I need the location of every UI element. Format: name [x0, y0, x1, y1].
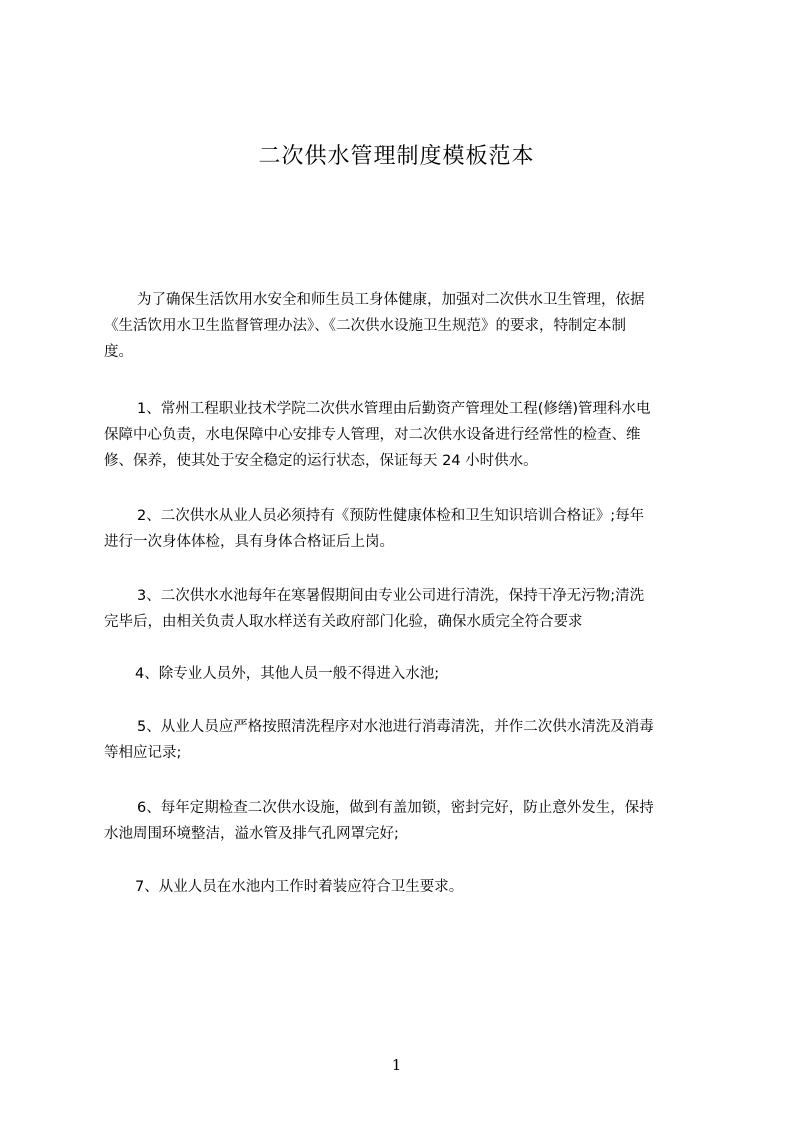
clause-5 [104, 714, 716, 766]
paragraph-line: 1、常州工程职业技术学院二次供水管理由后勤资产管理处工程(修缮)管理科水电 [137, 401, 651, 417]
paragraph-line: 保障中心负责，水电保障中心安排专人管理，对二次供水设备进行经常性的检查、维 [104, 427, 641, 443]
clause-4 [104, 661, 716, 687]
clause-7 [104, 874, 716, 900]
paragraph-line: 3、二次供水水池每年在寒暑假期间由专业公司进行清洗，保持干净无污物;清洗 [137, 588, 645, 604]
document-title: 二次供水管理制度模板范本 [258, 144, 535, 169]
paragraph-line: 进行一次身体体检，具有身体合格证后上岗。 [104, 534, 394, 550]
clause-2 [104, 503, 716, 555]
paragraph-line: 修、保养，使其处于安全稳定的运行状态，保证每天 24 小时供水。 [104, 453, 538, 469]
paragraph-line: 2、二次供水从业人员必须持有《预防性健康体检和卫生知识培训合格证》;每年 [137, 508, 645, 524]
paragraph-line: 等相应记录; [104, 745, 182, 761]
paragraph-line: 5、从业人员应严格按照清洗程序对水池进行消毒清洗，并作二次供水清洗及消毒 [137, 719, 654, 735]
clause-3 [104, 583, 716, 635]
intro-paragraph [104, 287, 716, 365]
paragraph-line: 7、从业人员在水池内工作时着装应符合卫生要求。 [135, 879, 464, 895]
page-number: 1 [391, 1056, 402, 1074]
clause-6 [104, 795, 716, 847]
paragraph-line: 度。 [104, 344, 133, 360]
paragraph-line: 完毕后，由相关负责人取水样送有关政府部门化验，确保水质完全符合要求 [104, 614, 583, 630]
paragraph-line: 4、除专业人员外，其他人员一般不得进入水池; [135, 666, 440, 682]
paragraph-line: 水池周围环境整洁，溢水管及排气孔网罩完好; [104, 826, 399, 842]
paragraph-line: 《生活饮用水卫生监督管理办法》、《二次供水设施卫生规范》的要求，特制定本制 [104, 318, 626, 334]
paragraph-line: 为了确保生活饮用水安全和师生员工身体健康，加强对二次供水卫生管理，依据 [137, 292, 645, 308]
paragraph-line: 6、每年定期检查二次供水设施，做到有盖加锁，密封完好，防止意外发生，保持 [137, 800, 654, 816]
clause-1 [104, 396, 716, 474]
